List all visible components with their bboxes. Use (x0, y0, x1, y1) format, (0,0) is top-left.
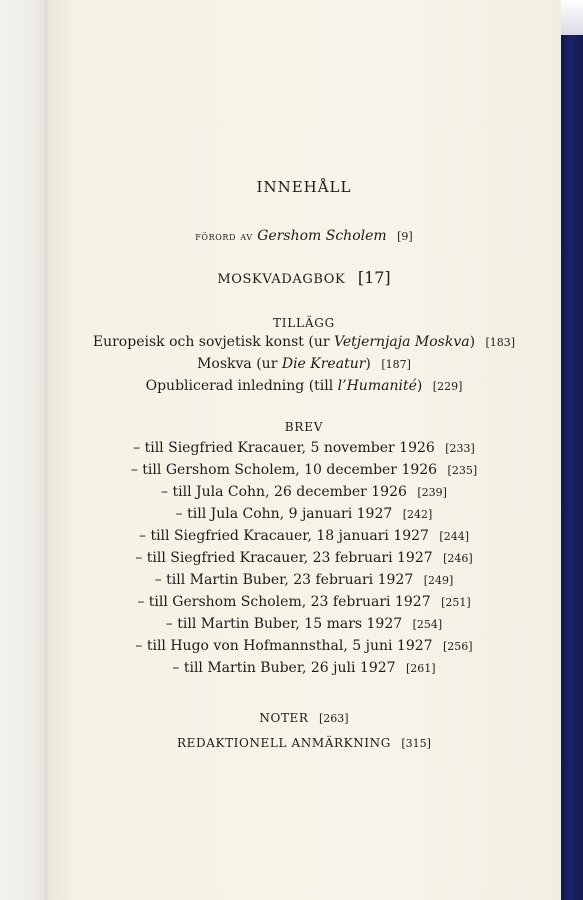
tillagg-heading: TILLÄGG (272, 316, 336, 330)
toc-entry-moskvadagbok (47, 268, 561, 287)
tillagg-item-text: Opublicerad inledning (till (145, 378, 338, 394)
facing-page-edge (0, 0, 47, 900)
brev-item-page: [261] (406, 662, 436, 675)
brev-item-text: – till Siegfried Kracauer, 5 november 1926 (133, 440, 435, 456)
toc-entry-noter (47, 710, 561, 726)
brev-item-page: [244] (439, 530, 469, 543)
redaktionell-page: [315] (401, 737, 431, 750)
brev-item (47, 594, 561, 610)
brev-item-page: [242] (402, 508, 433, 521)
brev-item (47, 616, 561, 632)
tillagg-item-italic: l’Humanité (337, 378, 417, 394)
brev-item (47, 638, 561, 654)
forord-label: förord av (195, 229, 253, 243)
brev-item (47, 484, 561, 500)
brev-item-page: [235] (447, 464, 478, 477)
brev-item-text: – till Jula Cohn, 9 januari 1927 (175, 506, 393, 522)
tillagg-item-page: [187] (381, 358, 411, 371)
background-strip (561, 0, 583, 35)
brev-item-text: – till Gershom Scholem, 23 februari 1927 (137, 594, 431, 610)
brev-item-page: [246] (443, 552, 473, 565)
brev-item-page: [249] (423, 574, 454, 587)
brev-item-text: – till Martin Buber, 15 mars 1927 (165, 616, 403, 632)
tillagg-item-italic: Die Kreatur (281, 356, 366, 372)
moskva-page: [17] (357, 268, 391, 287)
tillagg-item-text: Moskva (ur (197, 356, 282, 372)
tillagg-item-page: [183] (485, 336, 516, 349)
tillagg-item-page: [229] (432, 380, 463, 393)
brev-item (47, 528, 561, 544)
tillagg-item-after: ) (469, 334, 476, 350)
tillagg-item-italic: Vetjernjaja Moskva (334, 334, 470, 350)
brev-item-text: – till Siegfried Kracauer, 18 januari 1927 (139, 528, 429, 544)
tillagg-item (47, 356, 561, 372)
brev-item-text: – till Hugo von Hofmannsthal, 5 juni 1927 (135, 638, 433, 654)
brev-item-text: – till Martin Buber, 23 februari 1927 (154, 572, 414, 588)
brev-item-text: – till Martin Buber, 26 juli 1927 (172, 660, 396, 676)
toc-title: INNEHÅLL (256, 178, 352, 196)
brev-item-page: [251] (441, 596, 471, 609)
brev-item-text: – till Jula Cohn, 26 december 1926 (161, 484, 407, 500)
tillagg-item-text: Europeisk och sovjetisk konst (ur (92, 334, 334, 350)
brev-item-page: [256] (443, 640, 473, 653)
brev-item (47, 506, 561, 522)
brev-item (47, 660, 561, 676)
tillagg-item-after: ) (416, 378, 423, 394)
brev-item-page: [239] (417, 486, 447, 499)
forord-page: [9] (397, 230, 413, 243)
toc-entry-forord (47, 228, 561, 244)
brev-item-page: [233] (445, 442, 475, 455)
brev-item (47, 572, 561, 588)
noter-label: NOTER (259, 711, 309, 725)
brev-item-text: – till Gershom Scholem, 10 december 1926 (130, 462, 438, 478)
brev-item (47, 462, 561, 478)
noter-page: [263] (319, 712, 349, 725)
toc-entry-redaktionell (47, 735, 561, 751)
forord-author: Gershom Scholem (257, 228, 387, 244)
tillagg-item (47, 334, 561, 350)
tillagg-item (47, 378, 561, 394)
book-cover-edge (561, 35, 583, 900)
brev-item-text: – till Siegfried Kracauer, 23 februari 1927 (135, 550, 433, 566)
tillagg-item-after: ) (365, 356, 371, 372)
brev-item (47, 440, 561, 456)
moskva-label: MOSKVADAGBOK (217, 272, 346, 287)
brev-item (47, 550, 561, 566)
brev-heading: BREV (284, 420, 324, 434)
brev-item-page: [254] (412, 618, 443, 631)
redaktionell-label: REDAKTIONELL ANMÄRKNING (177, 736, 391, 750)
